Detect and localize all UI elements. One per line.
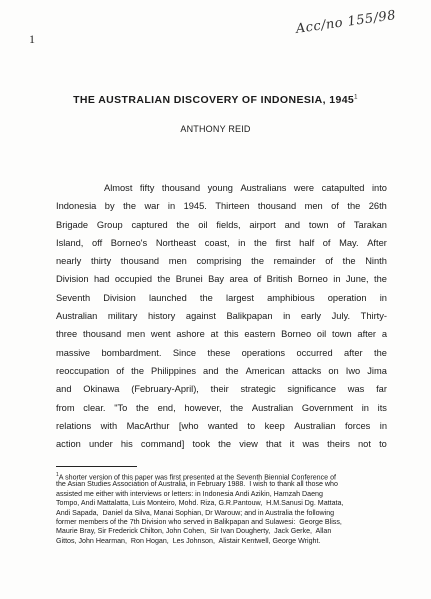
- footnote-line: Tompo, Andi Mattalatta, Luis Monteiro, Mohd. Riza, G.R.Pantouw, H.M.Sanusi Dg. Mattata,: [56, 499, 344, 508]
- body-line: nearly thirty thousand men comprising the remainder of the Ninth: [56, 256, 387, 267]
- body-line: massive bombardment. Since these operations occurred after the: [56, 347, 387, 358]
- footnote-line: Maurie Bray, Sir Frederick Chilton, John Cohen, Sir Ivan Dougherty, Jack Gerke, Allan: [56, 527, 332, 536]
- footnote-line: Gittos, John Hearman, Ron Hogan, Les Johnson, Alistair Kentwell, George Wright.: [56, 536, 321, 545]
- paper-title-text: THE AUSTRALIAN DISCOVERY OF INDONESIA, 1945: [73, 94, 355, 106]
- footnote-line: former members of the 7th Division who served in Balikpapan and Sulawesi: George Bliss,: [56, 517, 342, 526]
- page-number: 1: [29, 32, 35, 46]
- body-line: from clear. "To the end, however, the Australian Government in its: [56, 402, 387, 413]
- body-line: Almost fifty thousand young Australians were catapulted into: [104, 183, 387, 193]
- body-paragraph: [56, 179, 387, 453]
- footnote-divider: [56, 466, 137, 467]
- body-line: Indonesia by the war in 1945. Thirteen thousand men of the 26th: [56, 201, 387, 212]
- body-line: reoccupation of the Philippines and the American attacks on Iwo Jima: [56, 365, 387, 376]
- body-line: Seventh Division launched the largest amphibious operation in: [56, 292, 387, 303]
- body-line: and Okinawa (February-April), their strategic significance was far: [56, 384, 387, 395]
- footnote-line: $^1$A shorter version of this paper was first presented at the Seventh Biennial Conference of: [56, 472, 336, 482]
- body-line: Brigade Group captured the oil fields, airport and town of Tarakan: [56, 219, 387, 230]
- author-name: ANTHONY REID: [180, 124, 251, 134]
- body-line: action under his command] took the view that it was theirs not to: [56, 439, 387, 450]
- paper-title: [0, 94, 431, 106]
- body-line: Australian military history against Balikpapan in early July. Thirty-: [56, 311, 387, 322]
- body-line: Division had occupied the Brunei Bay area of British Borneo in June, the: [56, 274, 387, 285]
- footnote-line: Andi Sapada, Daniel da Silva, Manai Sophian, Dr Warouw; and in Australia the following: [56, 508, 335, 517]
- footnote-line: the Asian Studies Association of Australia, in February 1988. I wish to thank all those who: [56, 480, 338, 489]
- body-line: three thousand men went ashore at this eastern Borneo oil town after a: [56, 329, 387, 340]
- title-footnote-marker: 1: [354, 94, 358, 101]
- handwritten-accession-note: Acc/no 155/98: [294, 8, 397, 37]
- body-line: relations with MacArthur [who wanted to keep Australian forces in: [56, 420, 387, 431]
- footnote-line: assisted me either with interviews or letters: in Indonesia Andi Azikin, Hamzah Daeng: [56, 489, 323, 498]
- body-line: Island, off Borneo's Northeast coast, in the first half of May. After: [56, 237, 387, 248]
- footnote: [56, 471, 386, 546]
